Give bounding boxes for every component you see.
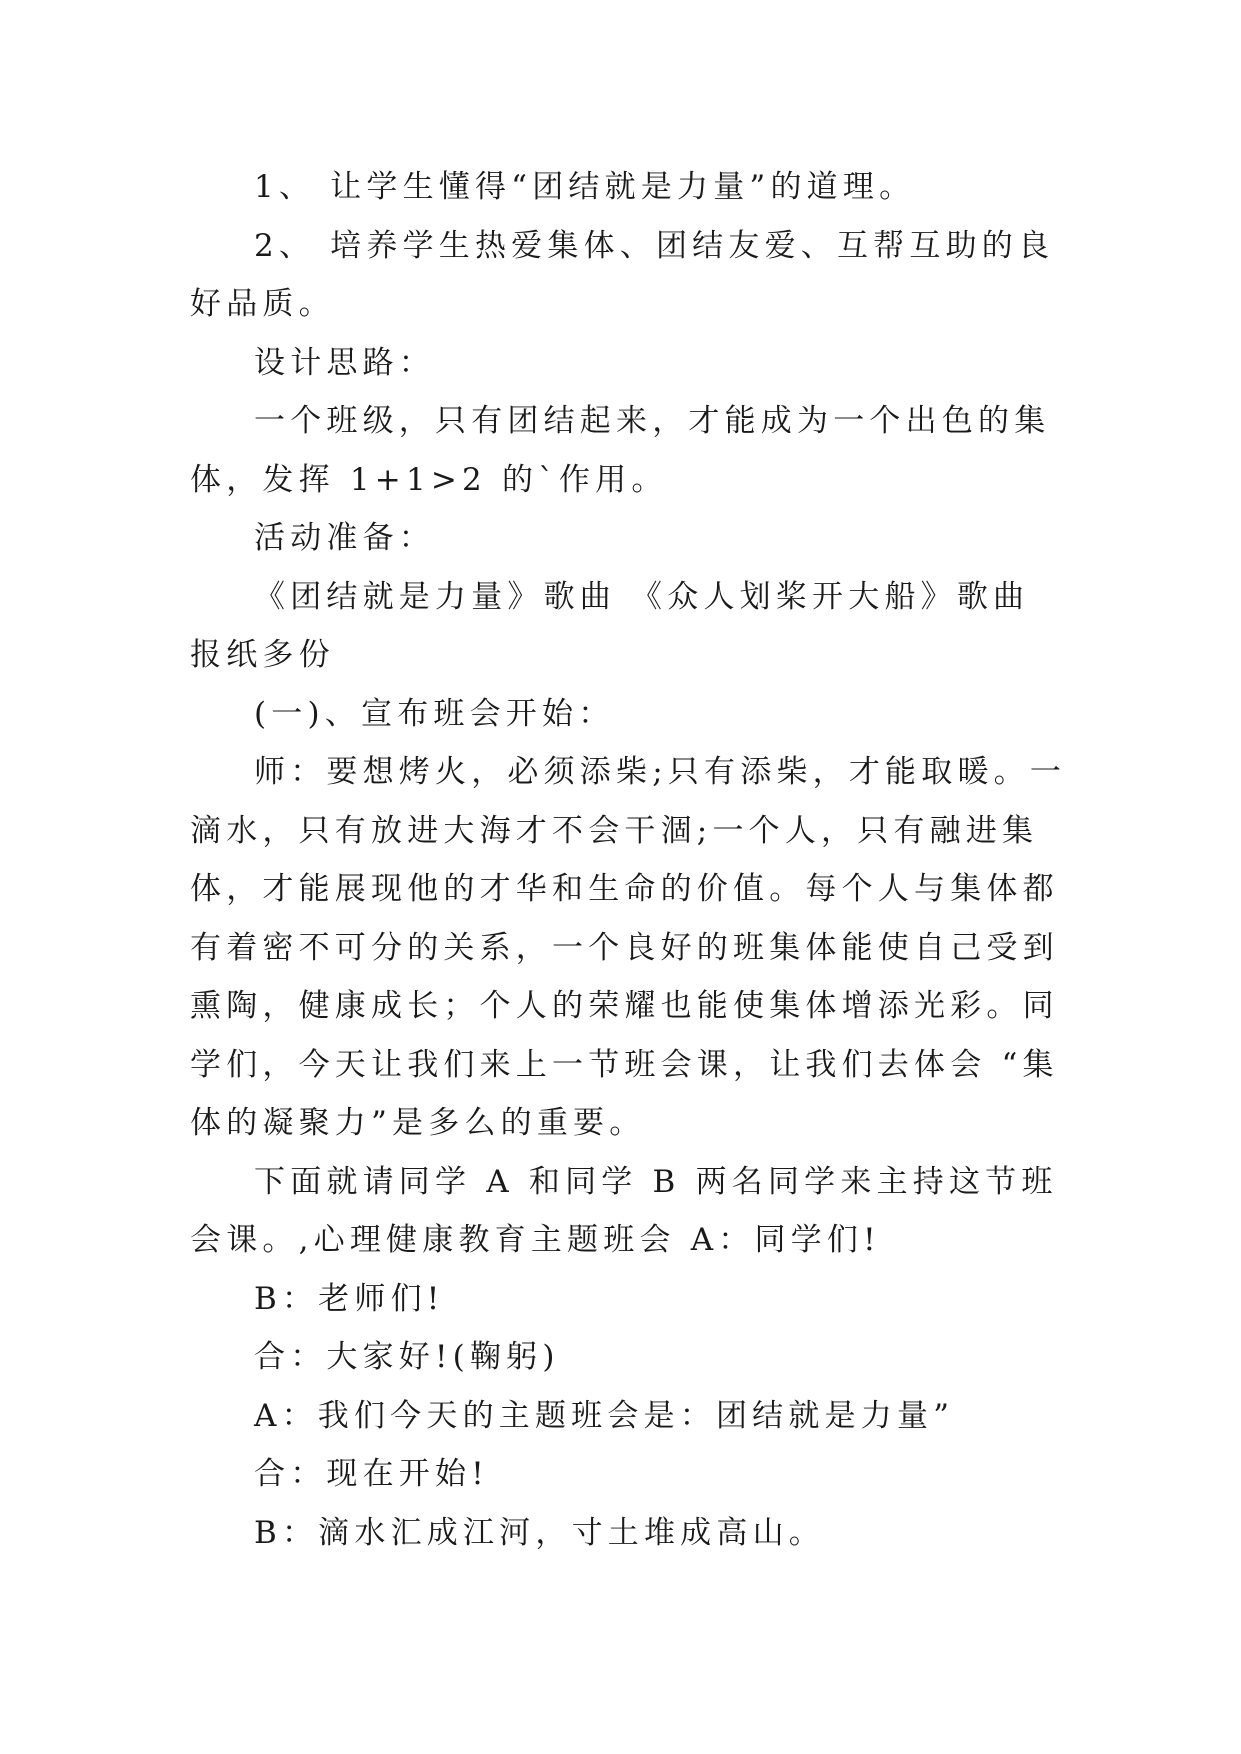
paragraph-design-idea: 一个班级，只有团结起来，才能成为一个出色的集体，发挥 1+1>2 的`作用。: [190, 403, 1051, 498]
paragraph-preparation: 《团结就是力量》歌曲 《众人划桨开大船》歌曲 报纸多份: [190, 578, 1045, 673]
dialogue-line: 合：现在开始!: [254, 1456, 489, 1492]
document-body: [190, 158, 1070, 1562]
paragraph-teacher-speech: 师：要想烤火，必须添柴;只有添柴，才能取暖。一滴水，只有放进大海才不会干涸;一个人，只有融进集体，才能展现他的才华和生命的价值。每个人与集体都有着密不可分的关系，一个良好的班集体能使自己受到熏陶，健康成长；个人的荣耀也能使集体增添光彩。同学们，今天让我们来上一节班会课，让我们去体会 “集体的凝聚力”是多么的重要。: [190, 754, 1067, 1141]
dialogue-line: 合：大家好!(鞠躬): [254, 1339, 560, 1375]
paragraph-hosts-intro: 下面就请同学 A 和同学 B 两名同学来主持这节班会课。,心理健康教育主题班会 A：同学们!: [190, 1163, 1058, 1258]
dialogue-line: B：老师们!: [254, 1280, 445, 1317]
paragraph-objective-2: 2、 培养学生热爱集体、团结友爱、互帮互助的良好品质。: [190, 227, 1055, 322]
heading-preparation: 活动准备：: [254, 520, 435, 556]
heading-design-idea: 设计思路：: [254, 344, 435, 381]
heading-section-one: (一)、宣布班会开始：: [254, 695, 615, 732]
dialogue-line: A：我们今天的主题班会是：团结就是力量”: [254, 1397, 955, 1434]
dialogue-line: B：滴水汇成江河，寸土堆成高山。: [254, 1514, 825, 1551]
paragraph-objective-1: 1、 让学生懂得“团结就是力量”的道理。: [254, 169, 916, 205]
